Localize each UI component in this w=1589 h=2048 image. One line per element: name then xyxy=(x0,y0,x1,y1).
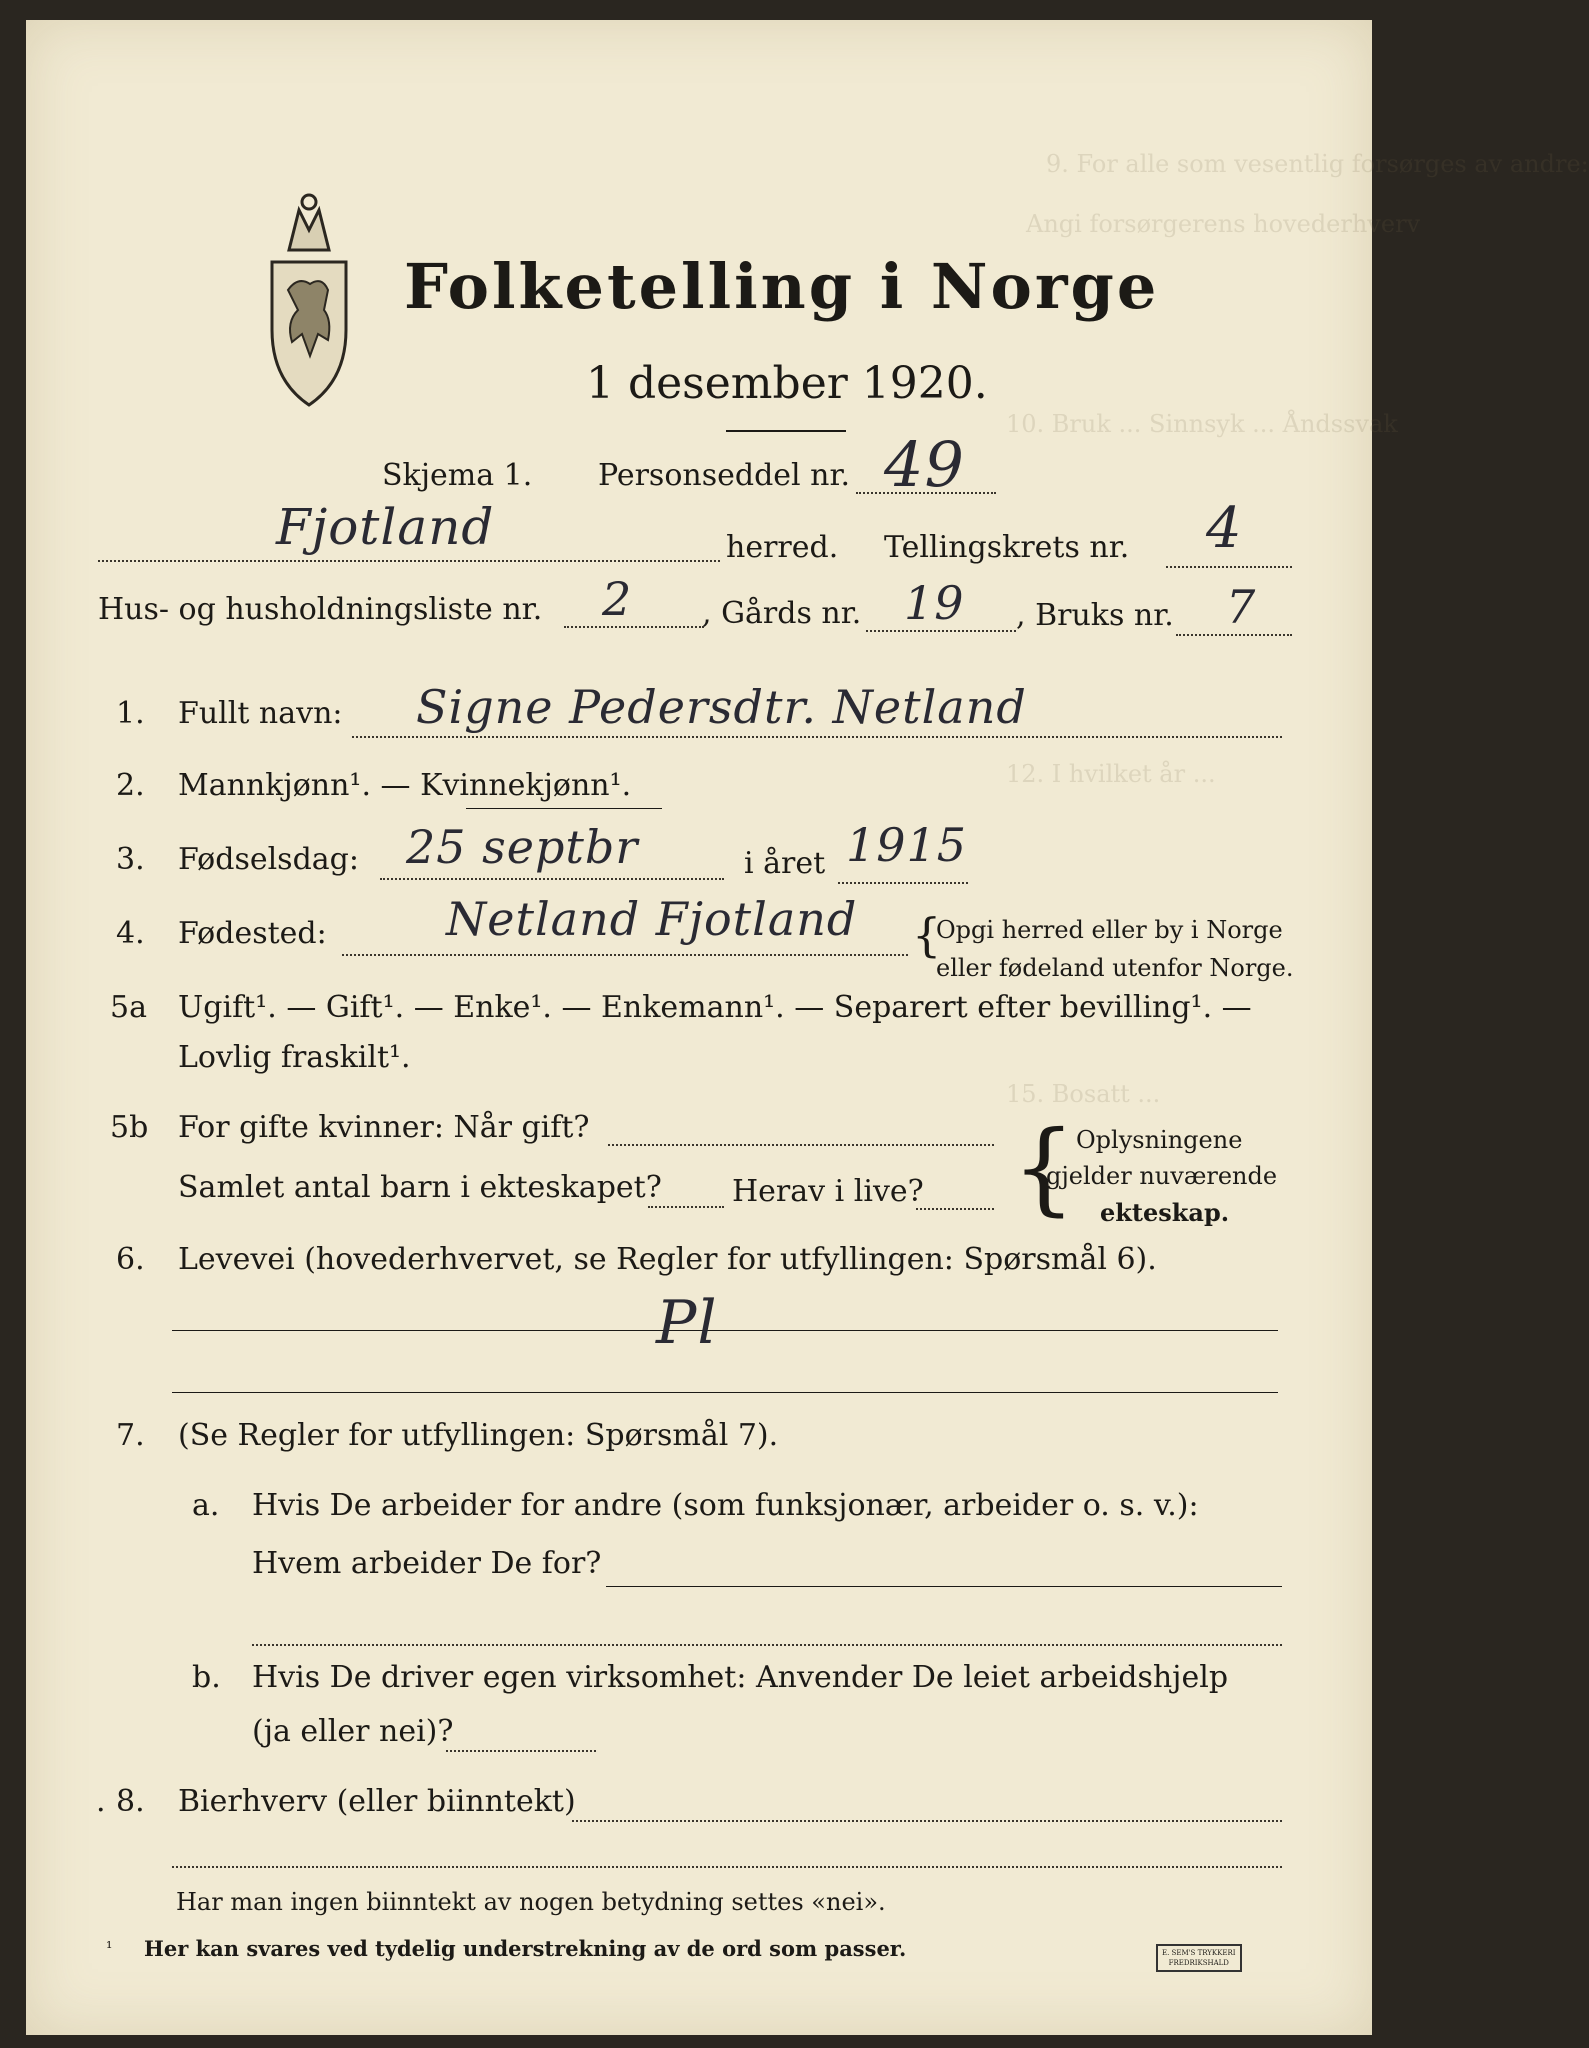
q4-note-line1: Opgi herred eller by i Norge xyxy=(936,916,1283,944)
q5a-line2: Lovlig fraskilt¹. xyxy=(178,1040,411,1075)
personseddel-label: Personseddel nr. xyxy=(598,458,851,493)
q7-number: 7. xyxy=(116,1418,145,1453)
bruks-value[interactable]: 7 xyxy=(1226,580,1257,634)
footnote-text: Her kan svares ved tydelig understrekning av de ord som passer. xyxy=(144,1936,907,1961)
q7a-answer-line-2 xyxy=(252,1644,1282,1646)
gards-label: , Gårds nr. xyxy=(702,596,862,631)
q5b-line2a: Samlet antal barn i ekteskapet? xyxy=(178,1170,662,1205)
q5b-married-field-line xyxy=(608,1144,994,1146)
q5b-children-field-line xyxy=(648,1206,724,1208)
q4-value[interactable]: Netland Fjotland xyxy=(446,892,858,946)
q6-value[interactable]: Pl xyxy=(656,1288,718,1358)
header-divider xyxy=(726,430,846,432)
census-form-page xyxy=(26,20,1589,2035)
q3-year-value[interactable]: 1915 xyxy=(846,818,968,872)
q4-field-line xyxy=(342,954,908,956)
q1-field-line xyxy=(352,736,1282,738)
q4-brace: { xyxy=(912,908,942,962)
bleed-through-text: 9. For alle som vesentlig forsørges av andre: xyxy=(1046,150,1589,178)
q7-label: (Se Regler for utfyllingen: Spørsmål 7). xyxy=(178,1418,779,1453)
form-date: 1 desember 1920. xyxy=(586,358,988,409)
q1-label: Fullt navn: xyxy=(178,696,343,731)
printer-stamp-line1: E. SEM'S TRYKKERI xyxy=(1162,1949,1236,1957)
q1-number: 1. xyxy=(116,696,145,731)
q4-label: Fødested: xyxy=(178,916,327,951)
q5a-line1: Ugift¹. — Gift¹. — Enke¹. — Enkemann¹. — Separert efter bevilling¹. — xyxy=(178,990,1252,1025)
gards-field-line xyxy=(866,630,1016,632)
q8-label: Bierhverv (eller biinntekt) xyxy=(178,1784,576,1819)
q5a-number: 5a xyxy=(110,990,147,1025)
q7b-line2: (ja eller nei)? xyxy=(252,1714,454,1749)
husliste-label: Hus- og husholdningsliste nr. xyxy=(98,592,543,627)
q7a-line1: Hvis De arbeider for andre (som funksjonær, arbeider o. s. v.): xyxy=(252,1488,1199,1523)
q6-answer-line-1 xyxy=(172,1330,1278,1331)
printer-stamp xyxy=(1156,1944,1242,1972)
q8-dot: . xyxy=(96,1784,106,1819)
q2-label: Mannkjønn¹. — Kvinnekjønn¹. xyxy=(178,768,632,803)
tellingskrets-field-line xyxy=(1166,566,1292,568)
q7a-letter: a. xyxy=(192,1488,220,1523)
q4-number: 4. xyxy=(116,916,145,951)
q3-number: 3. xyxy=(116,842,145,877)
bleed-through-text: Angi forsørgerens hovederhverv xyxy=(1026,210,1421,238)
q3-label: Fødselsdag: xyxy=(178,842,359,877)
herred-field-line xyxy=(98,560,720,562)
norwegian-coat-of-arms-icon xyxy=(254,180,364,410)
q5b-note1: Oplysningene xyxy=(1076,1126,1243,1154)
q7b-line1: Hvis De driver egen virksomhet: Anvender De leiet arbeidshjelp xyxy=(252,1660,1229,1695)
tellingskrets-value[interactable]: 4 xyxy=(1206,496,1243,561)
bleed-through-text: 12. I hvilket år ... xyxy=(1006,760,1216,788)
q5b-line1: For gifte kvinner: Når gift? xyxy=(178,1110,590,1145)
q8-answer-line-1 xyxy=(572,1820,1282,1822)
bleed-through-text: 15. Bosatt ... xyxy=(1006,1080,1161,1108)
gards-value[interactable]: 19 xyxy=(904,576,965,630)
q8-number: 8. xyxy=(116,1784,145,1819)
q7a-answer-line-1 xyxy=(606,1586,1282,1587)
footer-note: Har man ingen biinntekt av nogen betydning settes «nei». xyxy=(176,1888,886,1916)
q3-date-value[interactable]: 25 septbr xyxy=(406,820,639,874)
q4-note-line2: eller fødeland utenfor Norge. xyxy=(936,954,1294,982)
skjema-label: Skjema 1. xyxy=(382,458,533,493)
q5b-note3: ekteskap. xyxy=(1100,1198,1230,1227)
q3-date-field-line xyxy=(380,878,724,880)
form-title: Folketelling i Norge xyxy=(404,250,1160,323)
bruks-label: , Bruks nr. xyxy=(1016,598,1174,633)
q3-year-field-line xyxy=(838,882,968,884)
herred-value[interactable]: Fjotland xyxy=(276,498,495,556)
husliste-field-line xyxy=(564,626,704,628)
q6-number: 6. xyxy=(116,1242,145,1277)
bleed-through-text: 10. Bruk ... Sinnsyk ... Åndssvak xyxy=(1006,410,1398,438)
q5b-brace: { xyxy=(1012,1109,1076,1226)
q5b-alive-field-line xyxy=(916,1208,994,1210)
footnote-mark: ¹ xyxy=(106,1938,113,1957)
q6-answer-line-2 xyxy=(172,1392,1278,1393)
q3-year-label: i året xyxy=(744,846,826,881)
tellingskrets-label: Tellingskrets nr. xyxy=(884,530,1130,565)
bruks-field-line xyxy=(1176,634,1292,636)
printer-stamp-line2: FREDRIKSHALD xyxy=(1168,1959,1229,1967)
q8-answer-line-2 xyxy=(172,1866,1282,1868)
q1-value[interactable]: Signe Pedersdtr. Netland xyxy=(416,680,1027,734)
q2-underline-kvinnekjonn xyxy=(466,808,662,809)
herred-label: herred. xyxy=(726,530,839,565)
q2-number: 2. xyxy=(116,768,145,803)
personseddel-value[interactable]: 49 xyxy=(884,428,965,501)
q5b-note2: gjelder nuværende xyxy=(1046,1162,1278,1190)
q5b-number: 5b xyxy=(110,1110,149,1145)
husliste-value[interactable]: 2 xyxy=(602,572,633,626)
q7b-answer-line xyxy=(446,1750,596,1752)
q5b-line2b: Herav i live? xyxy=(732,1174,924,1209)
q7a-line2: Hvem arbeider De for? xyxy=(252,1546,602,1581)
q6-label: Levevei (hovederhvervet, se Regler for utfyllingen: Spørsmål 6). xyxy=(178,1242,1157,1277)
q7b-letter: b. xyxy=(192,1660,221,1695)
